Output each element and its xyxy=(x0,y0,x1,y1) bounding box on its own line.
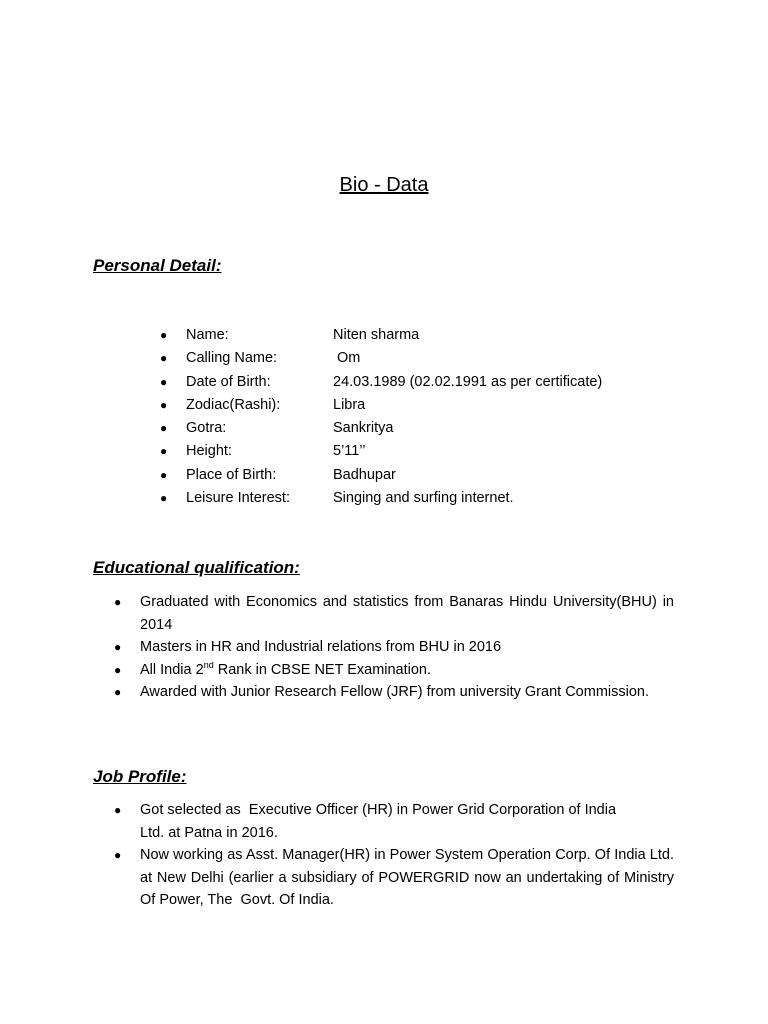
personal-label: Gotra: xyxy=(186,420,227,437)
personal-value: Om xyxy=(333,350,361,367)
bullet-icon: ● xyxy=(160,421,168,436)
job-item-text: Got selected as Executive Officer (HR) in Power Grid Corporation of India Ltd. at Patna in 2016. xyxy=(140,802,621,841)
personal-detail-heading: Personal Detail: xyxy=(93,256,222,275)
bullet-icon: ● xyxy=(160,467,168,482)
education-item-text: Graduated with Economics and statistics from Banaras Hindu University(BHU) in 2014 xyxy=(140,594,674,633)
bullet-icon: ● xyxy=(114,685,122,699)
bullet-icon: ● xyxy=(114,640,122,654)
job-item xyxy=(114,844,679,912)
education-item-text-after: Rank in CBSE NET Examination. xyxy=(213,661,432,678)
education-item xyxy=(114,659,674,682)
personal-label: Place of Birth: xyxy=(186,466,277,483)
personal-label: Calling Name: xyxy=(186,350,278,367)
personal-label: Date of Birth: xyxy=(186,373,271,390)
personal-value: Badhupar xyxy=(333,466,396,483)
bullet-icon: ● xyxy=(160,444,168,459)
bullet-icon: ● xyxy=(160,351,168,366)
bullet-icon: ● xyxy=(114,662,122,677)
personal-value: Niten sharma xyxy=(333,327,420,343)
bullet-icon: ● xyxy=(114,595,122,609)
personal-label: Leisure Interest: xyxy=(186,490,290,507)
education-item-text-before: All India 2 xyxy=(140,661,204,678)
personal-label: Name: xyxy=(186,327,229,343)
bullet-icon: ● xyxy=(114,803,122,817)
personal-label: Height: xyxy=(186,443,232,460)
ordinal-suffix: nd xyxy=(203,659,214,670)
education-list xyxy=(114,591,674,704)
page-title: Bio - Data xyxy=(339,174,429,196)
personal-value: Sankritya xyxy=(333,420,394,437)
personal-value: Singing and surfing internet. xyxy=(333,490,514,507)
job-item-text: Now working as Asst. Manager(HR) in Power System Operation Corp. Of India Ltd. at New Delhi (earlier a subsidiary of POWERGRID now an undertaking of Ministry Of Power, The Govt. Of India. xyxy=(140,847,679,908)
job-profile-list xyxy=(114,799,679,912)
bullet-icon: ● xyxy=(160,491,168,506)
personal-label: Zodiac(Rashi): xyxy=(186,396,281,413)
education-heading: Educational qualification: xyxy=(93,558,300,577)
education-item xyxy=(114,681,674,704)
personal-value: 24.03.1989 (02.02.1991 as per certificate) xyxy=(333,373,603,390)
bullet-icon: ● xyxy=(160,374,168,389)
education-item-text: Awarded with Junior Research Fellow (JRF) from university Grant Commission. xyxy=(140,684,649,700)
education-item-text: Masters in HR and Industrial relations from BHU in 2016 xyxy=(140,639,502,655)
job-item xyxy=(114,799,674,844)
education-item xyxy=(114,636,674,659)
bullet-icon: ● xyxy=(114,848,122,862)
personal-value: 5’11’’ xyxy=(333,443,366,460)
bullet-icon: ● xyxy=(160,397,168,412)
bullet-icon: ● xyxy=(160,328,168,342)
job-profile-heading: Job Profile: xyxy=(93,767,187,786)
education-item xyxy=(114,591,674,636)
personal-value: Libra xyxy=(333,396,366,413)
